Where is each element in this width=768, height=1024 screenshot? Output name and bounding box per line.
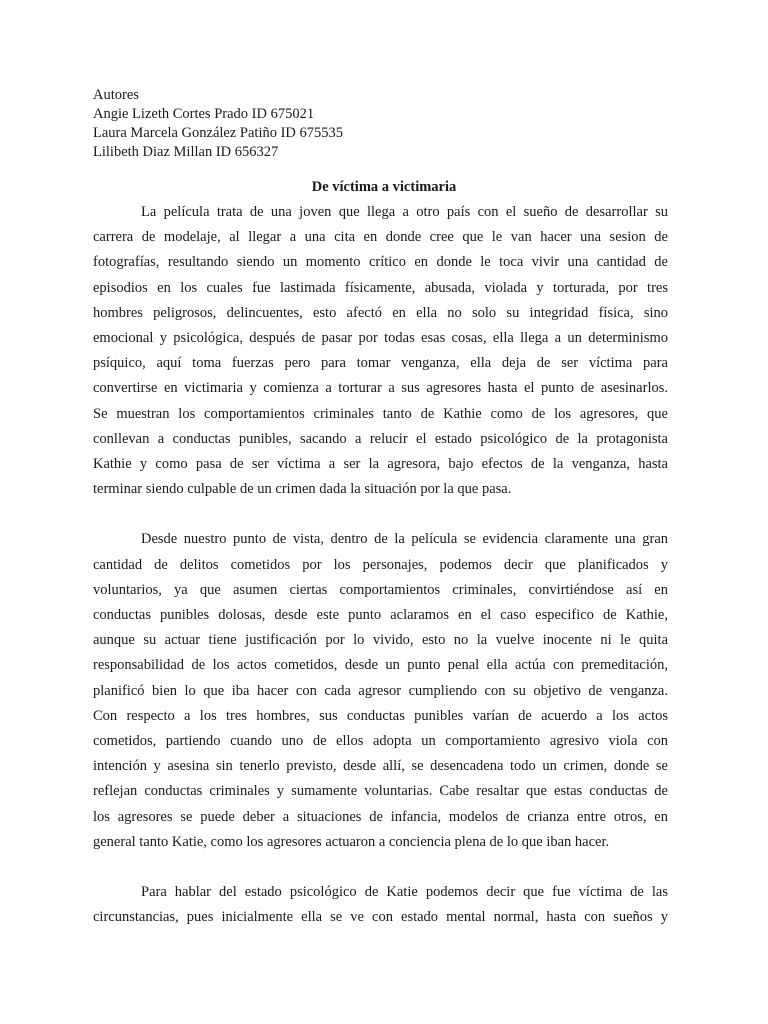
text-line: terminar siendo culpable de un crimen dada la situación por la que pasa.	[93, 481, 512, 498]
text-line: hombres peligrosos, delincuentes, esto afectó en ella no solo su integridad física, sino	[93, 304, 668, 321]
text-line: reflejan conductas criminales y sumamente voluntarias. Cabe resaltar que estas conductas de	[93, 783, 668, 800]
paragraph-spacer	[93, 855, 668, 880]
text-line: planificó bien lo que iba hacer con cada agresor cumpliendo con su objetivo de venganza.	[93, 682, 668, 699]
text-line: fotografías, resultando siendo un momento crítico en donde le toca vivir una cantidad de	[93, 254, 668, 271]
text-line: emocional y psicológica, después de pasar por todas esas cosas, ella llega a un determinismo	[93, 329, 668, 346]
author-name: Laura Marcela González Patiño ID 675535	[93, 125, 344, 141]
text-line: voluntarios, ya que asumen ciertas comportamientos criminales, convirtiéndose así en	[93, 581, 668, 598]
paragraph	[93, 527, 668, 854]
text-line: responsabilidad de los actos cometidos, desde un punto penal ella actúa con premeditación,	[93, 657, 668, 674]
text-line: los agresores se puede deber a situaciones de infancia, modelos de crianza entre otros, en	[93, 808, 668, 825]
text-line: cantidad de delitos cometidos por los personajes, podemos decir que planificados y	[93, 556, 668, 573]
text-line: Kathie y como pasa de ser víctima a ser la agresora, bajo efectos de la venganza, hasta	[93, 455, 668, 472]
text-line: episodios en los cuales fue lastimada físicamente, abusada, violada y torturada, por tres	[93, 279, 668, 296]
author-name: Lilibeth Diaz Millan ID 656327	[93, 144, 279, 160]
text-line: psíquico, aquí toma fuerzas pero para tomar venganza, ella deja de ser víctima para	[93, 355, 668, 372]
text-line: convertirse en victimaria y comienza a torturar a sus agresores hasta el punto de asesinarlos.	[93, 380, 668, 397]
authors-heading: Autores	[93, 87, 139, 103]
text-line: Con respecto a los tres hombres, sus conductas punibles varían de acuerdo a los actos	[93, 707, 668, 724]
text-line: conductas punibles dolosas, desde este punto aclaramos en el caso especifico de Kathie,	[93, 607, 668, 623]
text-line: Para hablar del estado psicológico de Katie podemos decir que fue víctima de las	[141, 884, 668, 901]
text-line: cometidos, partiendo cuando uno de ellos adopta un comportamiento agresivo viola con	[93, 732, 668, 749]
text-line: Se muestran los comportamientos criminales tanto de Kathie como de los agresores, que	[93, 405, 668, 422]
text-line: intención y asesina sin tenerlo previsto, desde allí, se desencadena todo un crimen, donde se	[93, 758, 668, 775]
author-name: Angie Lizeth Cortes Prado ID 675021	[93, 106, 315, 122]
text-line: conllevan a conductas punibles, sacando a relucir el estado psicológico de la protagonista	[93, 430, 668, 447]
document-body	[93, 200, 668, 930]
text-line: Desde nuestro punto de vista, dentro de la película se evidencia claramente una gran	[141, 531, 668, 548]
document-title: De víctima a victimaria	[311, 179, 457, 195]
paragraph	[93, 880, 668, 930]
text-line: La película trata de una joven que llega a otro país con el sueño de desarrollar su	[141, 204, 668, 220]
text-line: aunque su actuar tiene justificación por lo vivido, esto no la vuelve inocente ni le quita	[93, 632, 668, 649]
paragraph	[93, 200, 668, 502]
text-line: carrera de modelaje, al llegar a una cita en donde cree que le van hacer una sesion de	[93, 229, 668, 246]
paragraph-spacer	[93, 502, 668, 527]
text-line: circunstancias, pues inicialmente ella se ve con estado mental normal, hasta con sueños y	[93, 909, 668, 926]
text-line: general tanto Katie, como los agresores actuaron a conciencia plena de lo que iban hacer.	[93, 833, 610, 850]
authors-block	[93, 86, 653, 162]
